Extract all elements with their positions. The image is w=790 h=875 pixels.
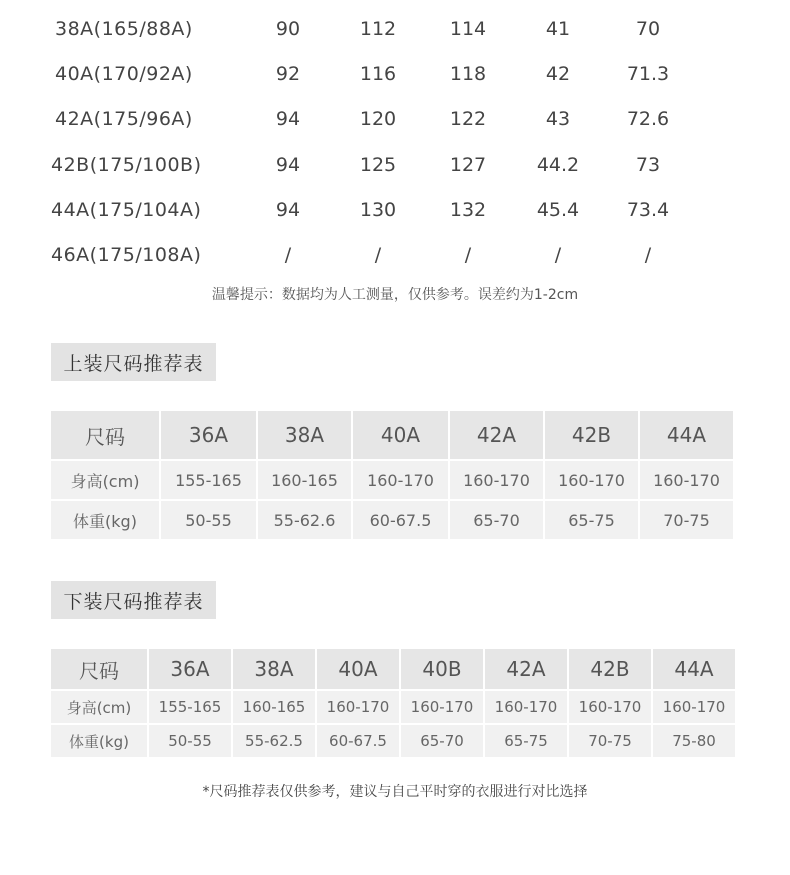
measurement-note: 温馨提示：数据均为人工测量，仅供参考。误差约为1-2cm (211, 287, 579, 303)
row-label: 体重(kg) (51, 501, 159, 539)
size-value: 41 (545, 18, 571, 40)
header-cell: 42B (569, 649, 651, 689)
top-size-chart (49, 409, 735, 541)
table-row (51, 725, 735, 757)
size-label: 38A(165/88A) (55, 18, 193, 40)
table-cell: 160-170 (450, 461, 543, 499)
header-cell: 42A (485, 649, 567, 689)
size-value: 73 (635, 154, 661, 176)
size-value: 118 (449, 63, 487, 85)
row-label: 体重(kg) (51, 725, 147, 757)
size-value: 45.4 (536, 199, 580, 221)
header-cell: 40A (317, 649, 399, 689)
size-value: 130 (359, 199, 397, 221)
size-label: 44A(175/104A) (51, 199, 202, 221)
size-value: / (374, 244, 382, 266)
table-cell: 160-165 (233, 691, 315, 723)
bottom-chart-title: 下装尺码推荐表 (51, 581, 216, 619)
size-value: / (554, 244, 562, 266)
recommendation-disclaimer: *尺码推荐表仅供参考，建议与自己平时穿的衣服进行对比选择 (202, 784, 588, 800)
size-value: 43 (545, 108, 571, 130)
size-value: / (464, 244, 472, 266)
size-value: 70 (635, 18, 661, 40)
table-cell: 160-170 (401, 691, 483, 723)
size-value: 127 (449, 154, 487, 176)
size-value: 72.6 (626, 108, 670, 130)
size-label: 46A(175/108A) (51, 244, 202, 266)
header-cell: 尺码 (51, 411, 159, 459)
table-cell: 160-170 (653, 691, 735, 723)
size-label: 42B(175/100B) (51, 154, 202, 176)
table-cell: 65-70 (450, 501, 543, 539)
table-cell: 160-170 (353, 461, 448, 499)
size-value: 114 (449, 18, 487, 40)
header-cell: 40A (353, 411, 448, 459)
table-cell: 160-170 (545, 461, 638, 499)
size-value: 92 (275, 63, 301, 85)
header-cell: 36A (161, 411, 256, 459)
header-cell: 尺码 (51, 649, 147, 689)
table-cell: 155-165 (149, 691, 231, 723)
top-chart-title: 上装尺码推荐表 (51, 343, 216, 381)
header-cell: 36A (149, 649, 231, 689)
table-header-row (51, 411, 733, 459)
size-value: 73.4 (626, 199, 670, 221)
size-value: / (284, 244, 292, 266)
size-value: 44.2 (536, 154, 580, 176)
size-label: 42A(175/96A) (55, 108, 193, 130)
size-row (0, 108, 790, 138)
size-value: 94 (275, 199, 301, 221)
size-row (0, 244, 790, 274)
bottom-size-chart (49, 647, 737, 759)
size-label: 40A(170/92A) (55, 63, 193, 85)
table-cell: 70-75 (640, 501, 733, 539)
table-cell: 160-170 (640, 461, 733, 499)
table-cell: 65-75 (485, 725, 567, 757)
header-cell: 42A (450, 411, 543, 459)
table-cell: 155-165 (161, 461, 256, 499)
header-cell: 42B (545, 411, 638, 459)
table-row (51, 461, 733, 499)
table-cell: 160-170 (485, 691, 567, 723)
table-cell: 60-67.5 (353, 501, 448, 539)
table-cell: 55-62.5 (233, 725, 315, 757)
size-row (0, 199, 790, 229)
table-header-row (51, 649, 735, 689)
row-label: 身高(cm) (51, 691, 147, 723)
size-row (0, 63, 790, 93)
header-cell: 44A (653, 649, 735, 689)
size-value: 112 (359, 18, 397, 40)
size-value: 90 (275, 18, 301, 40)
size-value: 94 (275, 108, 301, 130)
table-cell: 75-80 (653, 725, 735, 757)
header-cell: 38A (258, 411, 351, 459)
table-cell: 50-55 (161, 501, 256, 539)
size-value: 94 (275, 154, 301, 176)
table-cell: 160-170 (569, 691, 651, 723)
table-cell: 55-62.6 (258, 501, 351, 539)
header-cell: 44A (640, 411, 733, 459)
size-value: 132 (449, 199, 487, 221)
size-row (0, 18, 790, 48)
size-value: 116 (359, 63, 397, 85)
table-cell: 160-165 (258, 461, 351, 499)
header-cell: 40B (401, 649, 483, 689)
size-row (0, 154, 790, 184)
table-cell: 60-67.5 (317, 725, 399, 757)
row-label: 身高(cm) (51, 461, 159, 499)
size-value: 120 (359, 108, 397, 130)
size-value: 122 (449, 108, 487, 130)
table-cell: 70-75 (569, 725, 651, 757)
size-value: / (644, 244, 652, 266)
table-row (51, 501, 733, 539)
table-cell: 160-170 (317, 691, 399, 723)
size-value: 125 (359, 154, 397, 176)
header-cell: 38A (233, 649, 315, 689)
size-value: 71.3 (626, 63, 670, 85)
table-row (51, 691, 735, 723)
table-cell: 65-75 (545, 501, 638, 539)
table-cell: 65-70 (401, 725, 483, 757)
table-cell: 50-55 (149, 725, 231, 757)
size-value: 42 (545, 63, 571, 85)
